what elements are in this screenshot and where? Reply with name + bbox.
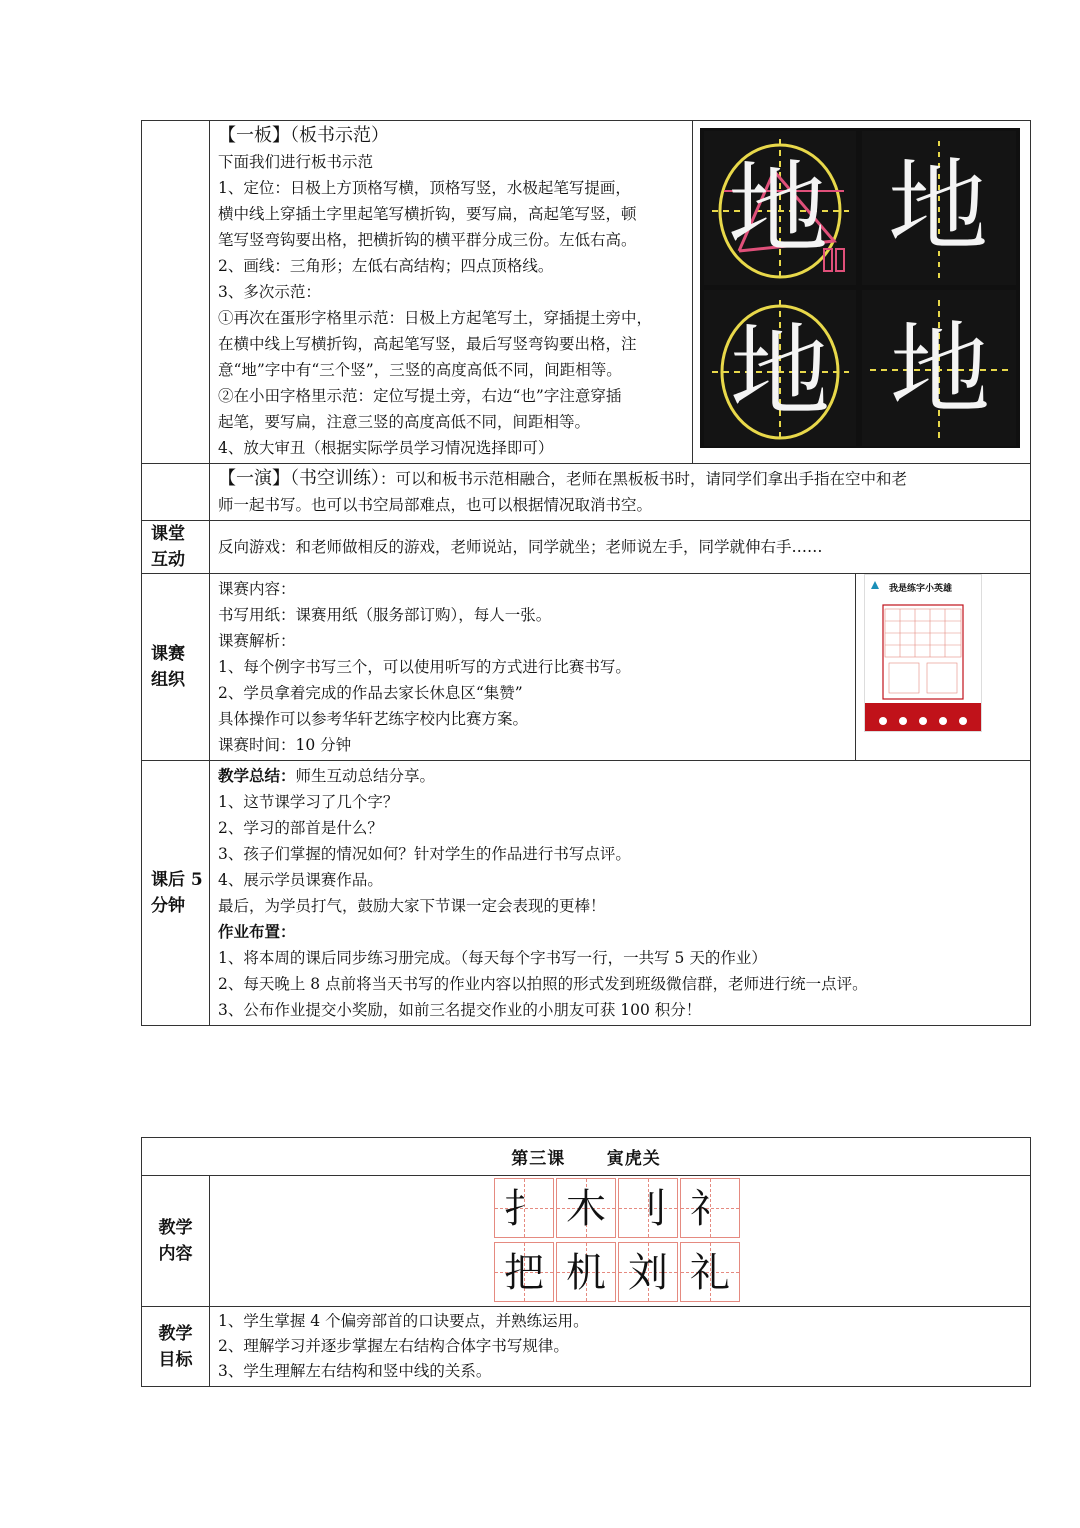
after-line: 2、学习的部首是什么？ bbox=[218, 819, 383, 837]
board-line: 3、多次示范： bbox=[218, 283, 321, 301]
board-char: 地 bbox=[888, 148, 988, 265]
goal-line: 3、学生理解左右结构和竖中线的关系。 bbox=[218, 1362, 492, 1380]
char-box bbox=[556, 1242, 616, 1302]
radical-box bbox=[618, 1178, 678, 1238]
radical-char: 木 bbox=[566, 1186, 606, 1232]
summary-text: 师生互动总结分享。 bbox=[295, 767, 436, 785]
board-char: 地 bbox=[728, 150, 828, 267]
board-line: 4、放大审丑（根据实际学员学习情况选择即可） bbox=[218, 439, 554, 457]
interaction-label-2: 互动 bbox=[151, 550, 185, 570]
radical-box bbox=[556, 1178, 616, 1238]
radical-char: 刂 bbox=[628, 1186, 668, 1232]
content-label-2: 内容 bbox=[158, 1244, 193, 1264]
contest-line: 课赛时间：10 分钟 bbox=[218, 736, 352, 754]
board-cell-egg bbox=[704, 290, 856, 446]
contest-line: 具体操作可以参考华轩艺练字校内比赛方案。 bbox=[218, 710, 529, 728]
board-heading: 【一板】（板书示范） bbox=[218, 125, 389, 146]
board-line: ①再次在蛋形字格里示范：日极上方起笔写土，穿插提土旁中， bbox=[218, 309, 653, 327]
after-line: 3、孩子们掌握的情况如何？针对学生的作品进行书写点评。 bbox=[218, 845, 631, 863]
summary-heading: 教学总结： bbox=[218, 766, 296, 785]
board-char: 地 bbox=[890, 311, 990, 428]
goals-label-1: 教学 bbox=[158, 1323, 193, 1344]
content-label-1: 教学 bbox=[158, 1218, 193, 1238]
content-label bbox=[142, 1176, 210, 1307]
goals-text bbox=[210, 1307, 1031, 1387]
radical-box bbox=[494, 1178, 554, 1238]
after-label-2: 分钟 bbox=[151, 896, 185, 916]
radical-char: 礻 bbox=[690, 1186, 730, 1232]
contest-line: 书写用纸：课赛用纸（服务部订购），每人一张。 bbox=[218, 606, 552, 624]
contest-text-cell bbox=[210, 574, 856, 761]
homework-line: 2、每天晚上 8 点前将当天书写的作业内容以拍照的形式发到班级微信群，老师进行统一点评。 bbox=[218, 975, 868, 993]
air-text-1: ：可以和板书示范相融合，老师在黑板板书时，请同学们拿出手指在空中和老 bbox=[380, 470, 908, 488]
goal-line: 1、学生掌握 4 个偏旁部首的口诀要点，并熟练运用。 bbox=[218, 1312, 589, 1330]
char-box bbox=[494, 1242, 554, 1302]
board-demo-text bbox=[210, 121, 693, 464]
interaction-text: 反向游戏：和老师做相反的游戏，老师说站，同学就坐；老师说左手，同学就伸右手…… bbox=[218, 538, 823, 556]
interaction-label-1: 课堂 bbox=[151, 524, 185, 544]
contest-worksheet-image bbox=[864, 574, 982, 732]
air-writing-text bbox=[210, 464, 1031, 521]
worksheet-graphic bbox=[865, 575, 981, 731]
after-line: 1、这节课学习了几个字？ bbox=[218, 793, 399, 811]
empty-label-cell bbox=[142, 121, 210, 464]
goals-label-2: 目标 bbox=[158, 1349, 193, 1370]
practice-char: 礼 bbox=[690, 1250, 730, 1296]
interaction-text-cell bbox=[210, 521, 1031, 574]
homework-line: 1、将本周的课后同步练习册完成。（每天每个字书写一行，一共写 5 天的作业） bbox=[218, 949, 767, 967]
homework-heading: 作业布置： bbox=[218, 922, 296, 941]
board-cell-tian bbox=[862, 290, 1016, 446]
lesson-title: 第三课 寅虎关 bbox=[142, 1138, 1031, 1176]
after-line: 4、展示学员课赛作品。 bbox=[218, 871, 383, 889]
after-line: 最后，为学员打气，鼓励大家下节课一定会表现的更棒！ bbox=[218, 897, 606, 915]
goals-label bbox=[142, 1307, 210, 1387]
board-cell-guides bbox=[704, 131, 856, 285]
board-line: 2、画线：三角形；左低右高结构；四点顶格线。 bbox=[218, 257, 554, 275]
char-box bbox=[680, 1242, 740, 1302]
interaction-label bbox=[142, 521, 210, 574]
board-char: 地 bbox=[730, 313, 830, 430]
board-line: 横中线上穿插土字里起笔写横折钩，要写扁，高起笔写竖，顿 bbox=[218, 205, 637, 223]
board-line: 在横中线上写横折钩，高起笔写竖，最后写竖弯钩要出格，注 bbox=[218, 335, 637, 353]
contest-label bbox=[142, 574, 210, 761]
board-line: 笔写竖弯钩要出格，把横折钩的横平群分成三份。左低右高。 bbox=[218, 231, 637, 249]
empty-label-cell bbox=[142, 464, 210, 521]
air-heading: 【一演】（书空训练） bbox=[218, 468, 380, 489]
radical-char: 扌 bbox=[504, 1186, 544, 1232]
after-label-1: 课后 5 bbox=[151, 870, 203, 890]
goal-line: 2、理解学习并逐步掌握左右结构合体字书写规律。 bbox=[218, 1337, 569, 1355]
practice-char: 机 bbox=[566, 1250, 606, 1296]
board-line: 意“地”字中有“三个竖”，三竖的高度高低不同，间距相等。 bbox=[218, 361, 622, 379]
contest-line: 课赛内容： bbox=[218, 580, 296, 598]
contest-line: 2、学员拿着完成的作品去家长休息区“集赞” bbox=[218, 684, 523, 702]
board-line: 1、定位：日极上方顶格写横，顶格写竖，水极起笔写提画， bbox=[218, 179, 631, 197]
board-line: ②在小田字格里示范：定位写提土旁，右边“也”字注意穿插 bbox=[218, 387, 622, 405]
practice-char: 把 bbox=[504, 1250, 544, 1296]
practice-grid bbox=[494, 1178, 744, 1304]
board-line: 下面我们进行板书示范 bbox=[218, 153, 374, 171]
contest-line: 1、每个例字书写三个，可以使用听写的方式进行比赛书写。 bbox=[218, 658, 631, 676]
after-class-label bbox=[142, 761, 210, 1026]
board-line: 起笔，要写扁，注意三竖的高度高低不同，间距相等。 bbox=[218, 413, 591, 431]
board-cell-plain bbox=[862, 131, 1016, 285]
chalkboard-photo bbox=[700, 128, 1020, 448]
radical-box bbox=[680, 1178, 740, 1238]
worksheet-title: 我是练字小英雄 bbox=[889, 584, 953, 594]
char-box bbox=[618, 1242, 678, 1302]
contest-label-1: 课赛 bbox=[151, 644, 185, 664]
contest-line: 课赛解析： bbox=[218, 632, 296, 650]
homework-line: 3、公布作业提交小奖励，如前三名提交作业的小朋友可获 100 积分！ bbox=[218, 1001, 702, 1019]
air-text-2: 师一起书写。也可以书空局部难点，也可以根据情况取消书空。 bbox=[218, 496, 653, 514]
after-class-text bbox=[210, 761, 1031, 1026]
contest-label-2: 组织 bbox=[151, 670, 185, 690]
practice-char: 刘 bbox=[628, 1250, 668, 1296]
